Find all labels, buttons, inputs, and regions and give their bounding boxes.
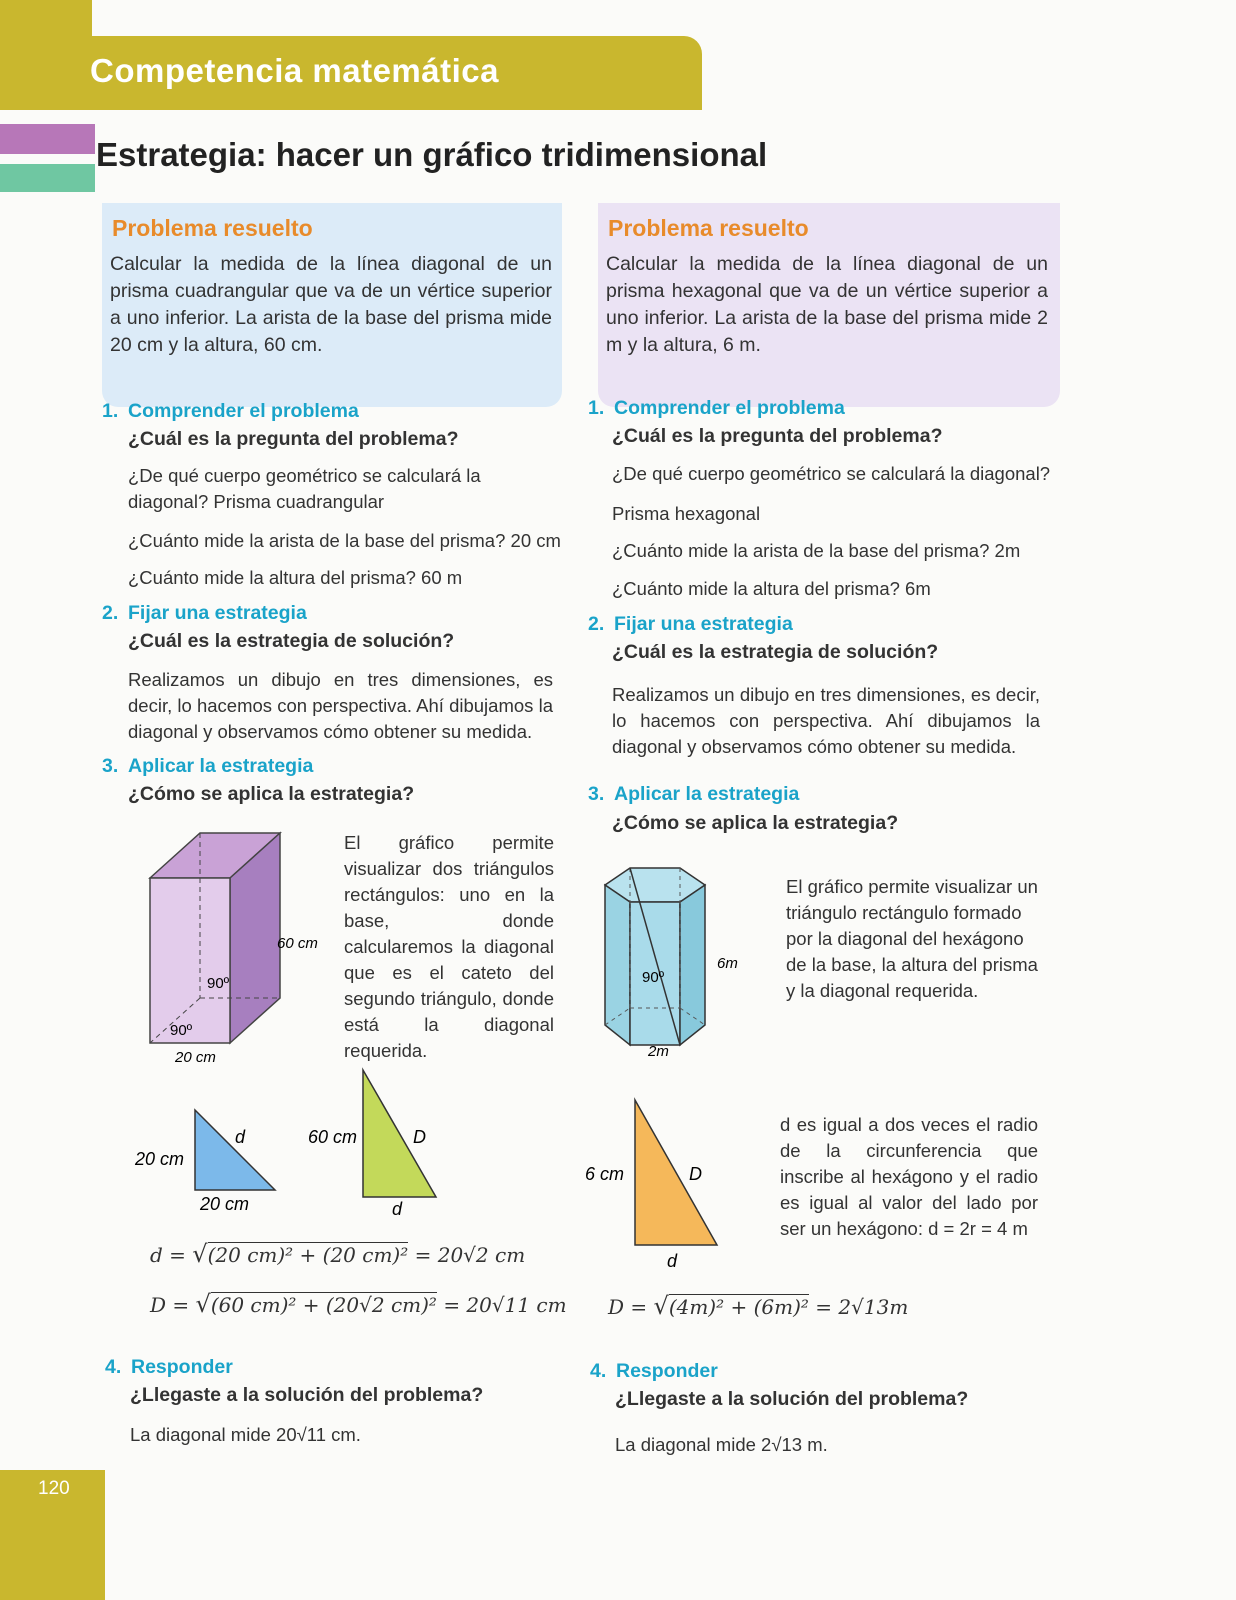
step-question: ¿Llegaste a la solución del problema? [130, 1384, 484, 1406]
step-heading: 4. Responder [105, 1356, 233, 1378]
answer-text: La diagonal mide 2√13 m. [615, 1434, 828, 1455]
step-question: ¿Cuál es la estrategia de solución? [612, 641, 939, 663]
step-heading: 2. Fijar una estrategia [588, 613, 793, 635]
angle-label: 90º [207, 975, 230, 992]
triangle-side-label: 20 cm [135, 1149, 185, 1169]
step-heading: 4. Responder [590, 1360, 718, 1382]
triangle-hyp-label: d [235, 1127, 246, 1147]
height-label: 6m [717, 955, 738, 972]
step-text: El gráfico permite visualizar dos triángulos rectángulos: uno en la base, donde calcularemos la diagonal que es el cateto del segundo triángulo, donde está la diagonal requerida. [344, 832, 554, 1061]
step-heading: 3. Aplicar la estrategia [102, 755, 314, 777]
step-question: ¿Cómo se aplica la estrategia? [128, 783, 415, 805]
step-question: ¿Cuál es la estrategia de solución? [128, 630, 455, 652]
step-question: ¿Llegaste a la solución del problema? [615, 1388, 969, 1410]
triangle-side-label: 6 cm [585, 1164, 625, 1184]
step-text: d es igual a dos veces el radio de la circunferencia que inscribe al hexágono y el radio es igual al valor del lado por ser un hexágono: d = 2r = 4 m [780, 1114, 1038, 1239]
step-question: ¿Cuál es la pregunta del problema? [128, 428, 459, 450]
problem-box-left [102, 203, 562, 407]
step-text: ¿Cuánto mide la arista de la base del prisma? 2m [612, 540, 1021, 561]
section-title: Competencia matemática [90, 52, 499, 89]
problem-text: Calcular la medida de la línea diagonal de un prisma cuadrangular que va de un vértice superior a uno inferior. La arista de la base del prisma mide 20 cm y la altura, 60 cm. [110, 253, 552, 356]
triangle-side-label: 60 cm [308, 1127, 358, 1147]
triangle-side-label: d [667, 1251, 678, 1271]
angle-label: 90º [642, 969, 665, 986]
height-label: 60 cm [277, 935, 318, 952]
step-heading: 2. Fijar una estrategia [102, 602, 307, 624]
angle-label: 90º [170, 1022, 193, 1039]
step-text: Prisma hexagonal [612, 503, 761, 524]
problem-box-right [598, 203, 1060, 407]
base-label: 2m [648, 1043, 669, 1060]
formula-D: D = √(4m)² + (6m)² = 2√13m [608, 1292, 909, 1320]
page-number: 120 [38, 1478, 70, 1499]
step-text: ¿De qué cuerpo geométrico se calculará la diagonal? [612, 463, 1051, 484]
step-text: ¿Cuánto mide la altura del prisma? 60 m [128, 567, 463, 588]
step-text: ¿Cuánto mide la arista de la base del prisma? 20 cm [128, 530, 561, 551]
decor-stripe-purple [0, 124, 95, 154]
decor-stripe-green [0, 164, 95, 192]
step-text: Realizamos un dibujo en tres dimensiones, es decir, lo hacemos con perspectiva. Ahí dibujamos la diagonal y observamos cómo obtener su medida. [128, 669, 553, 742]
step-question: ¿Cuál es la pregunta del problema? [612, 425, 943, 447]
answer-text: La diagonal mide 20√11 cm. [130, 1424, 361, 1445]
formula-D: D = √(60 cm)² + (20√2 cm)² = 20√11 cm [150, 1290, 567, 1318]
square-prism-figure [140, 828, 340, 1078]
triangles-left [130, 1065, 460, 1225]
problem-title: Problema resuelto [112, 215, 313, 241]
step-text: El gráfico permite visualizar un triángulo rectángulo formado por la diagonal del hexágono de la base, la altura del prisma y la diagonal requerida. [786, 876, 1038, 1001]
triangle-side-label: 20 cm [200, 1194, 250, 1214]
step-text: Realizamos un dibujo en tres dimensiones, es decir, lo hacemos con perspectiva. Ahí dibujamos la diagonal y observamos cómo obtener su medida. [612, 684, 1040, 757]
problem-title: Problema resuelto [608, 215, 809, 241]
step-question: ¿Cómo se aplica la estrategia? [612, 812, 899, 834]
triangle-side-label: d [392, 1199, 403, 1219]
triangle-right [585, 1095, 735, 1275]
formula-d: d = √(20 cm)² + (20 cm)² = 20√2 cm [150, 1240, 526, 1268]
triangle-hyp-label: D [413, 1127, 426, 1147]
step-heading: 1. Comprender el problema [102, 400, 359, 422]
triangle-hyp-label: D [689, 1164, 702, 1184]
step-text: ¿Cuánto mide la altura del prisma? 6m [612, 578, 931, 599]
hexagonal-prism-figure [600, 860, 770, 1060]
problem-text: Calcular la medida de la línea diagonal de un prisma hexagonal que va de un vértice superior a uno inferior. La arista de la base del prisma mide 2 m y la altura, 6 m. [606, 253, 1048, 356]
step-heading: 1. Comprender el problema [588, 397, 845, 419]
page-title: Estrategia: hacer un gráfico tridimensional [96, 136, 768, 173]
step-heading: 3. Aplicar la estrategia [588, 783, 800, 805]
base-label: 20 cm [175, 1049, 216, 1066]
step-text: ¿De qué cuerpo geométrico se calculará la diagonal? Prisma cuadrangular [128, 465, 481, 512]
